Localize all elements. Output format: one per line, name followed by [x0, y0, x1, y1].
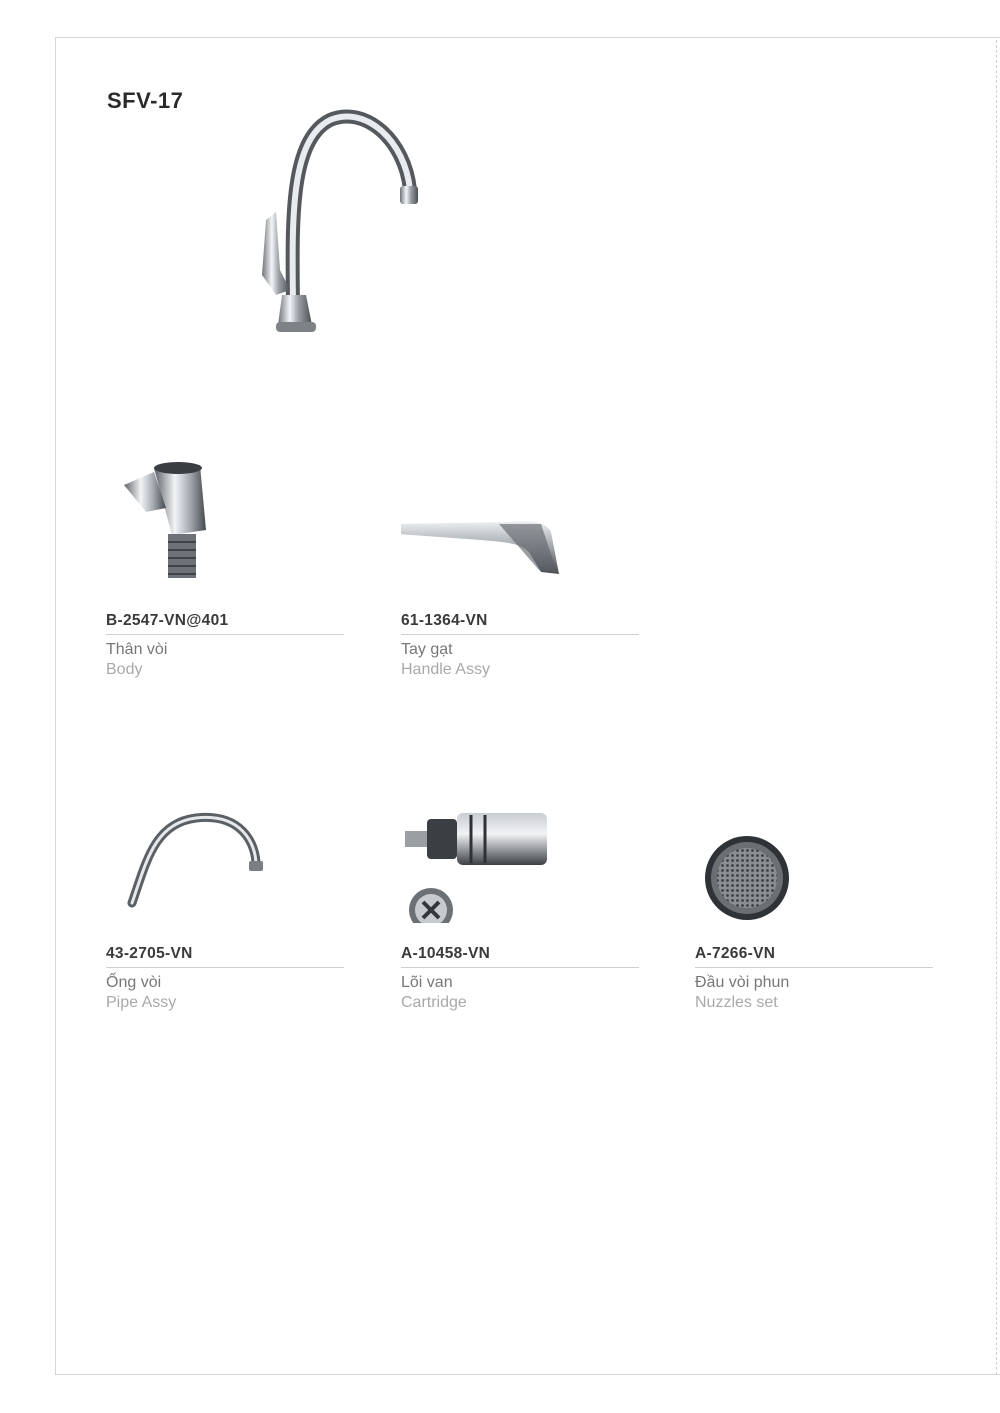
model-title: SFV-17	[107, 88, 184, 113]
part-name-vi: Lõi van	[401, 974, 453, 991]
faucet-handle-image	[401, 450, 641, 590]
faucet-body-image	[106, 450, 346, 590]
part-name-vi: Ống vòi	[106, 974, 162, 991]
divider-line	[401, 967, 639, 968]
divider-line	[401, 634, 639, 635]
part-name-vi: Đầu vòi phun	[695, 974, 790, 991]
part-code: A-10458-VN	[401, 945, 491, 962]
divider-line	[695, 967, 933, 968]
part-code: 61-1364-VN	[401, 612, 488, 629]
faucet-pipe-image	[106, 783, 346, 923]
divider-line	[106, 967, 344, 968]
divider-line	[106, 634, 344, 635]
part-name-en: Handle Assy	[401, 661, 490, 678]
part-name-en: Body	[106, 661, 143, 678]
part-code: 43-2705-VN	[106, 945, 193, 962]
page-edge-divider	[996, 40, 997, 1375]
catalog-page	[55, 37, 1000, 1375]
valve-cartridge-image	[401, 783, 641, 923]
faucet-product-image	[240, 100, 440, 340]
aerator-nozzle-image	[695, 783, 935, 923]
part-code: B-2547-VN@401	[106, 612, 229, 629]
part-name-en: Cartridge	[401, 994, 467, 1011]
part-name-en: Nuzzles set	[695, 994, 778, 1011]
part-name-vi: Tay gạt	[401, 641, 453, 658]
part-code: A-7266-VN	[695, 945, 776, 962]
part-name-en: Pipe Assy	[106, 994, 177, 1011]
part-name-vi: Thân vòi	[106, 641, 168, 658]
